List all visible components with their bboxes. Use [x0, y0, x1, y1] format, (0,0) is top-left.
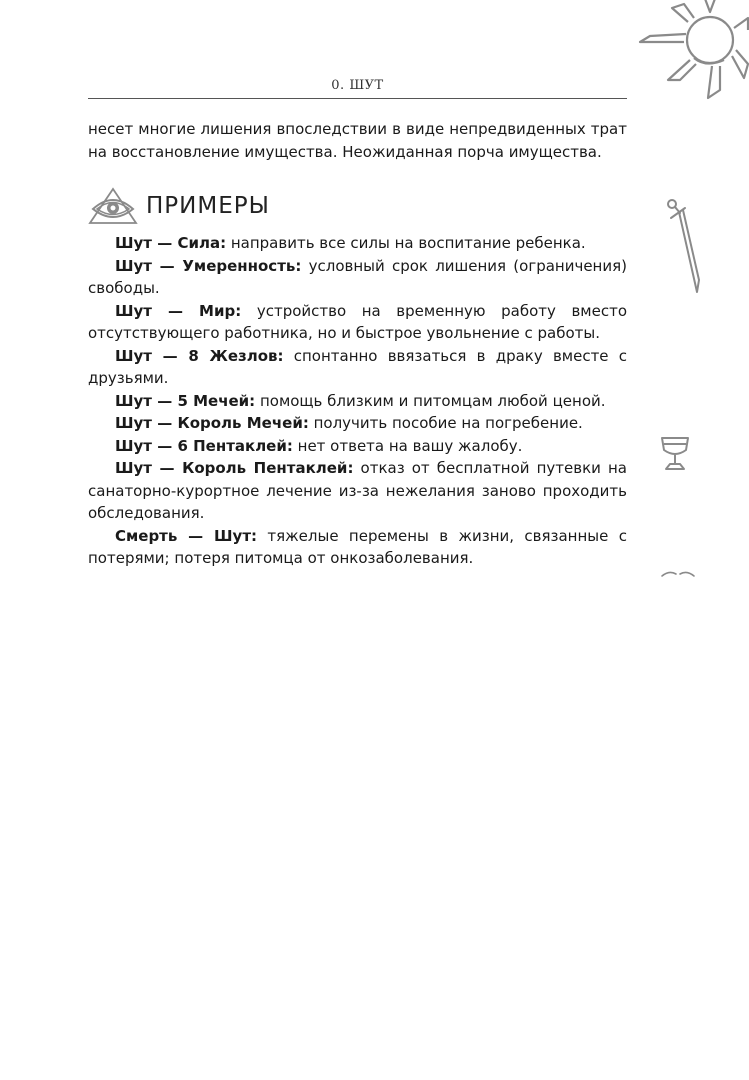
card-pair: Шут — Сила:	[115, 234, 227, 252]
section-heading	[88, 186, 270, 226]
list-item	[88, 390, 627, 413]
running-head: 0. ШУТ	[331, 78, 384, 93]
list-item	[88, 345, 627, 390]
list-item	[88, 232, 627, 255]
list-item	[88, 300, 627, 345]
cup-icon	[660, 436, 690, 472]
intro-paragraph	[88, 118, 627, 163]
card-meaning: устройство на временную работу вместо отсутствующего работника, но и быстрое увольнение с работы.	[88, 301, 627, 342]
card-meaning: тяжелые перемены в жизни, связанные с потерями; потеря питомца от онкозаболевания.	[88, 526, 627, 567]
eye-icon	[88, 187, 138, 225]
card-meaning: отказ от бесплатной путевки на санаторно-курортное лечение из-за нежелания заново проходить обследования.	[88, 459, 627, 522]
sun-icon	[628, 0, 749, 100]
card-pair: Смерть — Шут:	[115, 526, 258, 545]
list-item	[88, 457, 627, 525]
card-meaning: условный срок лишения (ограничения) свободы.	[88, 256, 627, 297]
intro-text: несет многие лишения впоследствии в виде непредвиденных трат на восстановление имущества. Неожиданная порча имущества.	[88, 120, 627, 161]
sword-icon	[663, 196, 703, 300]
examples-list	[88, 232, 627, 570]
card-pair: Шут — Король Пентаклей:	[115, 459, 354, 477]
card-pair: Шут — 6 Пентаклей:	[115, 436, 293, 455]
card-pair: Шут — Умеренность:	[115, 256, 302, 275]
card-meaning: направить все силы на воспитание ребенка.	[226, 234, 586, 252]
list-item	[88, 525, 627, 570]
card-meaning: нет ответа на вашу жалобу.	[292, 436, 523, 455]
header-rule	[88, 98, 627, 99]
list-item	[88, 255, 627, 300]
wand-icon	[660, 568, 696, 578]
card-pair: Шут — Король Мечей:	[115, 414, 309, 432]
card-pair: Шут — 8 Жезлов:	[115, 346, 284, 365]
list-item	[88, 412, 627, 435]
card-meaning: спонтанно ввязаться в драку вместе с друзьями.	[88, 346, 628, 387]
card-pair: Шут — Мир:	[115, 301, 242, 320]
card-meaning: помощь близким и питомцам любой ценой.	[255, 391, 606, 410]
list-item	[88, 435, 627, 458]
card-meaning: получить пособие на погребение.	[308, 414, 583, 432]
section-title: ПРИМЕРЫ	[146, 193, 270, 219]
card-pair: Шут — 5 Мечей:	[115, 391, 256, 410]
